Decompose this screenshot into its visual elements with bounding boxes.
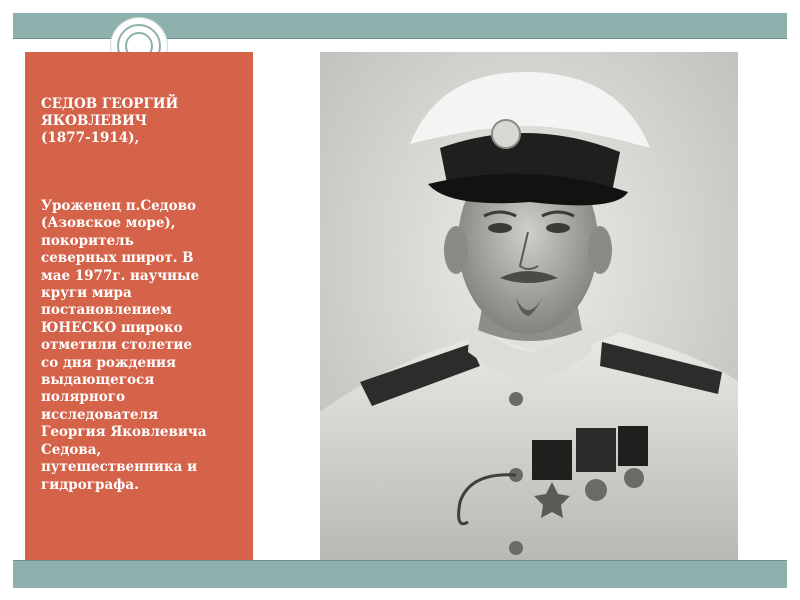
bottom-frame-divider [13, 560, 787, 561]
text-panel [25, 52, 253, 560]
portrait-photo [320, 52, 738, 560]
slide-title: СЕДОВ ГЕОРГИЙ ЯКОВЛЕВИЧ (1877-1914), [41, 96, 179, 146]
bottom-frame-bar [13, 560, 787, 588]
portrait-illustration [320, 52, 738, 560]
slide-body-text: Уроженец п.Седово (Азовское море), покоритель северных широт. В мае 1977г. научные круги мира постановлением ЮНЕСКО широко отметили столетие со дня рождения выдающегося полярного исследователя Георгия Яковлевича Седова, путешественника и гидрографа. [41, 198, 207, 493]
